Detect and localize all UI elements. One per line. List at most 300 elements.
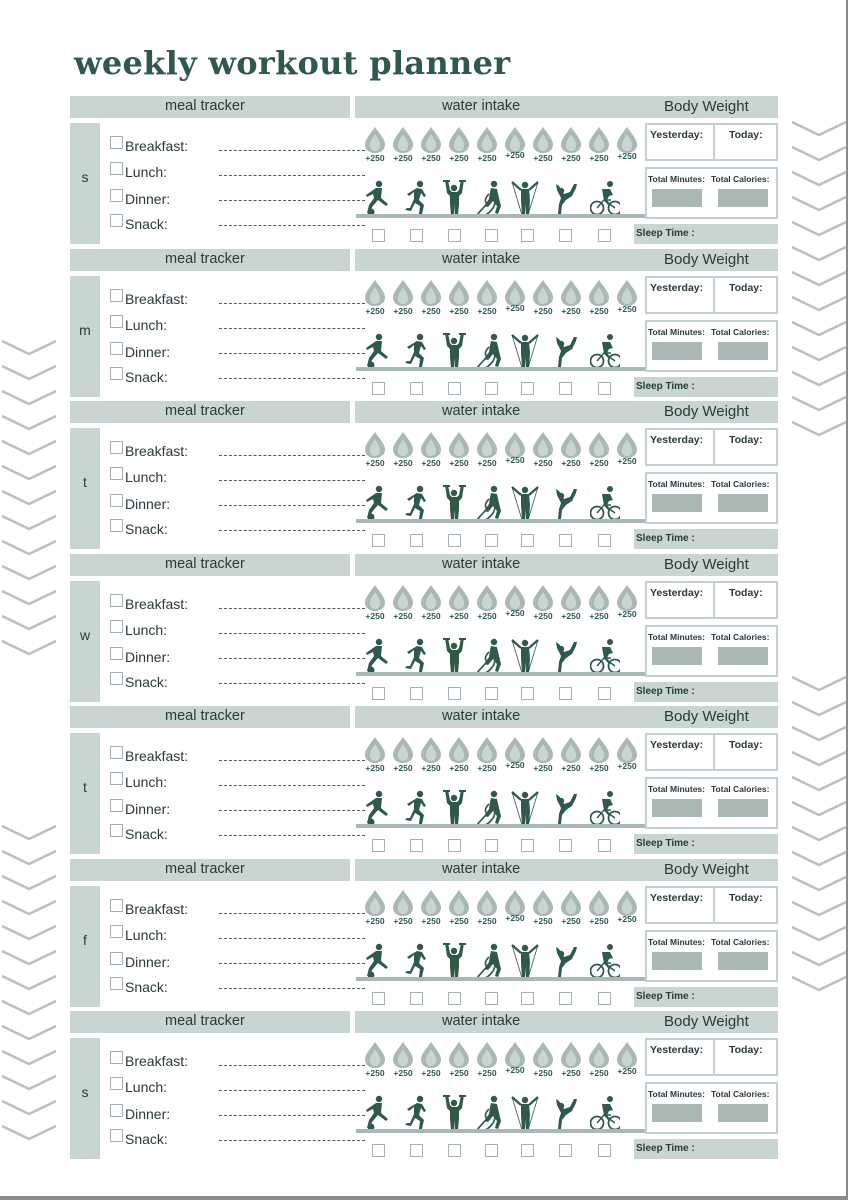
resistance-band-icon — [510, 485, 540, 521]
water-drop-icon[interactable] — [474, 889, 500, 929]
yesterday-label: Yesterday: — [650, 891, 704, 904]
meal-entry-line[interactable] — [219, 1115, 365, 1116]
kettlebell-lunge-icon — [362, 790, 392, 826]
water-drop-icon[interactable] — [530, 584, 556, 624]
exercise-checkbox[interactable] — [485, 382, 498, 395]
water-amount-label: +250 — [533, 763, 553, 773]
exercise-checkbox[interactable] — [559, 687, 572, 700]
meal-entry-line[interactable] — [219, 530, 365, 531]
exercise-checkbox[interactable] — [559, 1144, 572, 1157]
exercise-checkbox[interactable] — [372, 229, 385, 242]
meal-entry-line[interactable] — [219, 913, 365, 914]
meal-entry-line[interactable] — [219, 328, 365, 329]
exercise-checkbox[interactable] — [559, 229, 572, 242]
water-drop-icon[interactable] — [446, 1041, 472, 1081]
body-weight-divider — [713, 735, 715, 769]
exercise-baseline — [356, 214, 645, 218]
water-drop-icon[interactable] — [614, 126, 640, 166]
water-amount-label: +250 — [365, 458, 385, 468]
exercise-checkbox[interactable] — [448, 839, 461, 852]
yesterday-label: Yesterday: — [650, 281, 704, 294]
exercise-checkbox[interactable] — [521, 534, 534, 547]
resistance-band-icon — [510, 1095, 540, 1131]
total-minutes-field[interactable] — [652, 494, 702, 512]
water-amount-label: +250 — [393, 915, 413, 926]
exercise-checkbox[interactable] — [485, 1144, 498, 1157]
water-drop-icon[interactable] — [362, 584, 388, 624]
meal-name: Dinner: — [125, 648, 171, 665]
meal-tracker-label: meal tracker — [165, 98, 245, 114]
water-amount-label: +250 — [505, 912, 525, 923]
water-drop-icon[interactable] — [530, 736, 556, 776]
water-drop-icon[interactable] — [614, 1041, 640, 1081]
meal-checkbox[interactable] — [110, 367, 123, 380]
water-drop-icon[interactable] — [446, 584, 472, 624]
day-column — [70, 123, 100, 244]
meal-entry-line[interactable] — [219, 353, 365, 354]
exercise-checkbox[interactable] — [410, 687, 423, 700]
exercise-checkbox[interactable] — [485, 229, 498, 242]
total-minutes-label: Total Minutes: — [648, 326, 705, 337]
body-weight-divider — [713, 888, 715, 922]
total-calories-label: Total Calories: — [711, 479, 770, 489]
water-drop-icon[interactable] — [418, 584, 444, 624]
water-drop-icon[interactable] — [586, 584, 612, 624]
meal-entry-line[interactable] — [219, 150, 365, 151]
exercise-checkbox[interactable] — [372, 839, 385, 852]
cycling-icon — [590, 1095, 620, 1131]
meal-name: Breakfast: — [125, 138, 189, 154]
meal-entry-line[interactable] — [219, 303, 365, 304]
yoga-dancer-pose-icon — [548, 1095, 578, 1131]
meal-entry-line[interactable] — [219, 1090, 365, 1091]
exercise-checkbox[interactable] — [448, 229, 461, 242]
exercise-checkbox[interactable] — [448, 687, 461, 700]
meal-checkbox[interactable] — [110, 620, 123, 633]
water-drop-icon[interactable] — [614, 736, 640, 776]
meal-entry-line[interactable] — [219, 455, 365, 456]
today-label: Today: — [729, 739, 763, 751]
day-column — [70, 428, 100, 549]
running-icon — [400, 790, 430, 826]
totals-box — [645, 1082, 778, 1134]
water-drop-icon[interactable] — [558, 889, 584, 929]
meal-checkbox[interactable] — [110, 977, 123, 990]
water-drop-icon[interactable] — [446, 431, 472, 471]
day-section — [70, 706, 778, 854]
exercise-checkbox[interactable] — [559, 382, 572, 395]
water-drop-icon[interactable] — [586, 736, 612, 776]
water-drop-icon[interactable] — [502, 431, 528, 471]
total-calories-field[interactable] — [718, 952, 768, 970]
total-calories-field[interactable] — [718, 342, 768, 360]
water-drop-icon[interactable] — [418, 889, 444, 929]
water-drop-icon[interactable] — [558, 279, 584, 319]
water-amount-label: +250 — [561, 1068, 581, 1078]
water-drop-icon[interactable] — [362, 279, 388, 319]
meal-name: Breakfast: — [125, 748, 189, 764]
water-drop-icon[interactable] — [390, 889, 416, 929]
water-intake-label: water intake — [442, 250, 521, 267]
water-drop-icon[interactable] — [474, 279, 500, 319]
meal-name: Lunch: — [125, 316, 168, 333]
water-drop-icon[interactable] — [474, 126, 500, 166]
water-drop-icon[interactable] — [418, 736, 444, 776]
battle-rope-icon — [475, 638, 505, 674]
water-drop-icon[interactable] — [586, 1041, 612, 1081]
sleep-time-bar[interactable] — [634, 224, 778, 244]
yoga-dancer-pose-icon — [548, 790, 578, 826]
meal-name: Dinner: — [125, 801, 171, 817]
exercise-checkbox[interactable] — [598, 1144, 611, 1157]
exercise-checkbox[interactable] — [410, 382, 423, 395]
body-weight-label: Body Weight — [664, 250, 749, 268]
meal-checkbox[interactable] — [110, 189, 123, 202]
water-drop-icon[interactable] — [586, 126, 612, 166]
meal-name: Breakfast: — [125, 900, 189, 917]
water-drop-icon[interactable] — [530, 1041, 556, 1081]
water-drop-icon[interactable] — [530, 126, 556, 166]
meal-entry-line[interactable] — [219, 608, 365, 609]
water-amount-label: +250 — [477, 763, 497, 773]
meal-checkbox[interactable] — [110, 519, 123, 532]
meal-checkbox[interactable] — [110, 772, 123, 785]
water-drop-icon[interactable] — [558, 126, 584, 166]
dumbbell-press-icon — [439, 180, 469, 216]
meal-checkbox[interactable] — [110, 952, 123, 965]
water-amount-label: +250 — [365, 763, 385, 773]
water-drop-icon[interactable] — [390, 431, 416, 471]
water-drop-icon[interactable] — [530, 431, 556, 471]
total-minutes-field[interactable] — [652, 799, 702, 817]
exercise-checkbox[interactable] — [372, 687, 385, 700]
sleep-time-label: Sleep Time : — [636, 838, 695, 849]
water-drop-icon[interactable] — [446, 279, 472, 319]
meal-checkbox[interactable] — [110, 925, 123, 938]
running-icon — [400, 485, 430, 521]
water-amount-label: +250 — [421, 610, 441, 621]
water-drop-icon[interactable] — [474, 736, 500, 776]
body-weight-divider — [713, 583, 715, 617]
total-minutes-field[interactable] — [652, 1104, 702, 1122]
meal-entry-line[interactable] — [219, 480, 365, 481]
meal-checkbox[interactable] — [110, 647, 123, 660]
meal-entry-line[interactable] — [219, 1065, 365, 1066]
exercise-checkbox[interactable] — [410, 839, 423, 852]
exercise-checkbox[interactable] — [372, 1144, 385, 1157]
water-drop-icon[interactable] — [362, 431, 388, 471]
water-drop-icon[interactable] — [390, 1041, 416, 1081]
meal-entry-line[interactable] — [219, 835, 365, 836]
meal-entry-line[interactable] — [219, 505, 365, 506]
exercise-checkbox[interactable] — [448, 534, 461, 547]
water-glass-row — [362, 889, 642, 929]
water-glass-row — [362, 279, 642, 319]
exercise-baseline — [356, 367, 645, 371]
exercise-checkbox[interactable] — [485, 839, 498, 852]
kettlebell-lunge-icon — [362, 180, 392, 216]
running-icon — [400, 1095, 430, 1131]
sleep-time-bar[interactable] — [634, 987, 778, 1007]
yoga-dancer-pose-icon — [548, 943, 578, 979]
water-amount-label: +250 — [393, 153, 413, 163]
water-intake-label: water intake — [442, 555, 521, 572]
meal-name: Snack: — [125, 673, 168, 690]
exercise-checkbox[interactable] — [485, 534, 498, 547]
meal-entry-line[interactable] — [219, 963, 365, 964]
exercise-checkbox[interactable] — [410, 534, 423, 547]
water-drop-icon[interactable] — [418, 431, 444, 471]
water-drop-icon[interactable] — [558, 736, 584, 776]
water-amount-label: +250 — [533, 610, 553, 621]
meal-entry-line[interactable] — [219, 378, 365, 379]
water-drop-icon[interactable] — [502, 126, 528, 166]
water-drop-icon[interactable] — [390, 126, 416, 166]
water-amount-label: +250 — [393, 305, 413, 316]
water-amount-label: +250 — [393, 1068, 413, 1078]
running-icon — [400, 943, 430, 979]
exercise-checkbox[interactable] — [521, 839, 534, 852]
water-amount-label: +250 — [421, 305, 441, 316]
meal-checkbox[interactable] — [110, 746, 123, 759]
meal-checkbox[interactable] — [110, 899, 123, 912]
water-drop-icon[interactable] — [614, 279, 640, 319]
exercise-checkbox[interactable] — [372, 992, 385, 1005]
water-drop-icon[interactable] — [362, 126, 388, 166]
sleep-time-bar[interactable] — [634, 834, 778, 854]
exercise-checkbox[interactable] — [598, 992, 611, 1005]
water-amount-label: +250 — [589, 153, 609, 163]
meal-name: Lunch: — [125, 469, 168, 485]
exercise-checkbox[interactable] — [521, 687, 534, 700]
exercise-checkbox[interactable] — [485, 687, 498, 700]
meal-name: Breakfast: — [125, 1053, 189, 1069]
totals-box — [645, 472, 778, 524]
water-drop-icon[interactable] — [614, 889, 640, 929]
chevron-decoration-right-upper — [790, 118, 848, 448]
exercise-checkbox[interactable] — [521, 992, 534, 1005]
exercise-checkbox[interactable] — [598, 839, 611, 852]
meal-list — [100, 428, 351, 549]
total-calories-field[interactable] — [718, 189, 768, 207]
water-drop-icon[interactable] — [362, 889, 388, 929]
exercise-checkbox[interactable] — [521, 229, 534, 242]
meal-name: Dinner: — [125, 1106, 171, 1122]
water-drop-icon[interactable] — [362, 1041, 388, 1081]
meal-entry-line[interactable] — [219, 225, 365, 226]
water-drop-icon[interactable] — [390, 736, 416, 776]
meal-checkbox[interactable] — [110, 467, 123, 480]
meal-name: Lunch: — [125, 774, 168, 790]
total-calories-field[interactable] — [718, 799, 768, 817]
meal-entry-line[interactable] — [219, 810, 365, 811]
water-drop-icon[interactable] — [502, 279, 528, 319]
exercise-checkbox[interactable] — [448, 1144, 461, 1157]
water-drop-icon[interactable] — [558, 1041, 584, 1081]
meal-checkbox[interactable] — [110, 799, 123, 812]
day-letter: t — [83, 474, 87, 490]
yoga-dancer-pose-icon — [548, 180, 578, 216]
meal-checkbox[interactable] — [110, 162, 123, 175]
day-section — [70, 1011, 778, 1159]
water-amount-label: +250 — [589, 763, 609, 773]
water-drop-icon[interactable] — [474, 1041, 500, 1081]
meal-entry-line[interactable] — [219, 1140, 365, 1141]
meal-checkbox[interactable] — [110, 214, 123, 227]
meal-entry-line[interactable] — [219, 175, 365, 176]
water-drop-icon[interactable] — [390, 584, 416, 624]
water-amount-label: +250 — [533, 1068, 553, 1078]
water-drop-icon[interactable] — [418, 126, 444, 166]
water-amount-label: +250 — [589, 458, 609, 468]
exercise-checkbox[interactable] — [410, 229, 423, 242]
body-weight-box — [645, 123, 778, 161]
cycling-icon — [590, 180, 620, 216]
resistance-band-icon — [510, 333, 540, 369]
meal-checkbox[interactable] — [110, 315, 123, 328]
day-column — [70, 886, 100, 1007]
water-amount-label: +250 — [393, 610, 413, 621]
meal-checkbox[interactable] — [110, 1129, 123, 1142]
exercise-baseline — [356, 519, 645, 523]
exercise-checkbox[interactable] — [372, 534, 385, 547]
exercise-checkbox[interactable] — [410, 1144, 423, 1157]
total-minutes-field[interactable] — [652, 952, 702, 970]
total-calories-field[interactable] — [718, 1104, 768, 1122]
water-drop-icon[interactable] — [446, 889, 472, 929]
dumbbell-press-icon — [439, 790, 469, 826]
chevron-decoration-right-lower — [790, 673, 848, 1003]
exercise-checkbox[interactable] — [559, 992, 572, 1005]
water-drop-icon[interactable] — [502, 584, 528, 624]
exercise-checkbox[interactable] — [598, 534, 611, 547]
meal-entry-line[interactable] — [219, 683, 365, 684]
meal-checkbox[interactable] — [110, 289, 123, 302]
water-drop-icon[interactable] — [390, 279, 416, 319]
totals-box — [645, 625, 778, 677]
meal-name: Breakfast: — [125, 443, 189, 459]
water-drop-icon[interactable] — [446, 126, 472, 166]
exercise-baseline — [356, 824, 645, 828]
meal-entry-line[interactable] — [219, 658, 365, 659]
day-section — [70, 249, 778, 397]
exercise-checkbox[interactable] — [598, 382, 611, 395]
exercise-checkbox[interactable] — [598, 229, 611, 242]
kettlebell-lunge-icon — [362, 943, 392, 979]
exercise-checkbox[interactable] — [372, 382, 385, 395]
water-amount-label: +250 — [561, 610, 581, 621]
water-drop-icon[interactable] — [586, 431, 612, 471]
water-drop-icon[interactable] — [474, 584, 500, 624]
water-drop-icon[interactable] — [586, 889, 612, 929]
total-minutes-field[interactable] — [652, 189, 702, 207]
today-label: Today: — [729, 281, 763, 294]
water-drop-icon[interactable] — [558, 584, 584, 624]
meal-entry-line[interactable] — [219, 200, 365, 201]
water-drop-icon[interactable] — [530, 279, 556, 319]
meal-list — [100, 276, 351, 397]
water-drop-icon[interactable] — [474, 431, 500, 471]
exercise-checkbox[interactable] — [521, 1144, 534, 1157]
meal-name: Lunch: — [125, 621, 168, 638]
meal-entry-line[interactable] — [219, 988, 365, 989]
meal-checkbox[interactable] — [110, 494, 123, 507]
water-amount-label: +250 — [449, 610, 469, 621]
meal-name: Snack: — [125, 826, 168, 842]
exercise-checkbox[interactable] — [521, 382, 534, 395]
meal-entry-line[interactable] — [219, 760, 365, 761]
exercise-checkbox[interactable] — [410, 992, 423, 1005]
meal-checkbox[interactable] — [110, 672, 123, 685]
water-drop-icon[interactable] — [558, 431, 584, 471]
water-amount-label: +250 — [421, 458, 441, 468]
water-drop-icon[interactable] — [614, 431, 640, 471]
battle-rope-icon — [475, 943, 505, 979]
sleep-time-bar[interactable] — [634, 529, 778, 549]
meal-checkbox[interactable] — [110, 1077, 123, 1090]
meal-checkbox[interactable] — [110, 824, 123, 837]
water-drop-icon[interactable] — [418, 1041, 444, 1081]
meal-tracker-label: meal tracker — [165, 708, 245, 724]
meal-name: Snack: — [125, 216, 168, 232]
meal-checkbox[interactable] — [110, 342, 123, 355]
meal-checkbox[interactable] — [110, 594, 123, 607]
meal-entry-line[interactable] — [219, 785, 365, 786]
meal-checkbox[interactable] — [110, 136, 123, 149]
total-minutes-field[interactable] — [652, 342, 702, 360]
total-calories-field[interactable] — [718, 647, 768, 665]
exercise-checkbox[interactable] — [448, 382, 461, 395]
water-drop-icon[interactable] — [614, 584, 640, 624]
meal-checkbox[interactable] — [110, 441, 123, 454]
meal-tracker-label: meal tracker — [165, 250, 245, 267]
yoga-dancer-pose-icon — [548, 485, 578, 521]
exercise-checkbox[interactable] — [448, 992, 461, 1005]
totals-box — [645, 930, 778, 982]
water-drop-icon[interactable] — [446, 736, 472, 776]
battle-rope-icon — [475, 333, 505, 369]
meal-entry-line[interactable] — [219, 633, 365, 634]
water-amount-label: +250 — [505, 150, 525, 160]
exercise-checkbox[interactable] — [598, 687, 611, 700]
exercise-checkbox[interactable] — [559, 839, 572, 852]
water-drop-icon[interactable] — [502, 736, 528, 776]
total-minutes-field[interactable] — [652, 647, 702, 665]
water-drop-icon[interactable] — [362, 736, 388, 776]
meal-name: Dinner: — [125, 953, 171, 970]
sleep-time-bar[interactable] — [634, 1139, 778, 1159]
water-drop-icon[interactable] — [418, 279, 444, 319]
water-drop-icon[interactable] — [530, 889, 556, 929]
exercise-checkbox[interactable] — [485, 992, 498, 1005]
water-amount-label: +250 — [589, 1068, 609, 1078]
total-calories-field[interactable] — [718, 494, 768, 512]
meal-entry-line[interactable] — [219, 938, 365, 939]
cycling-icon — [590, 638, 620, 674]
body-weight-label: Body Weight — [664, 708, 749, 725]
water-drop-icon[interactable] — [586, 279, 612, 319]
meal-checkbox[interactable] — [110, 1051, 123, 1064]
sleep-time-bar[interactable] — [634, 682, 778, 702]
body-weight-divider — [713, 125, 715, 159]
sleep-time-bar[interactable] — [634, 377, 778, 397]
exercise-checkbox[interactable] — [559, 534, 572, 547]
meal-checkbox[interactable] — [110, 1104, 123, 1117]
exercise-baseline — [356, 977, 645, 981]
total-calories-label: Total Calories: — [711, 1089, 770, 1099]
water-drop-icon[interactable] — [502, 889, 528, 929]
water-drop-icon[interactable] — [502, 1041, 528, 1081]
